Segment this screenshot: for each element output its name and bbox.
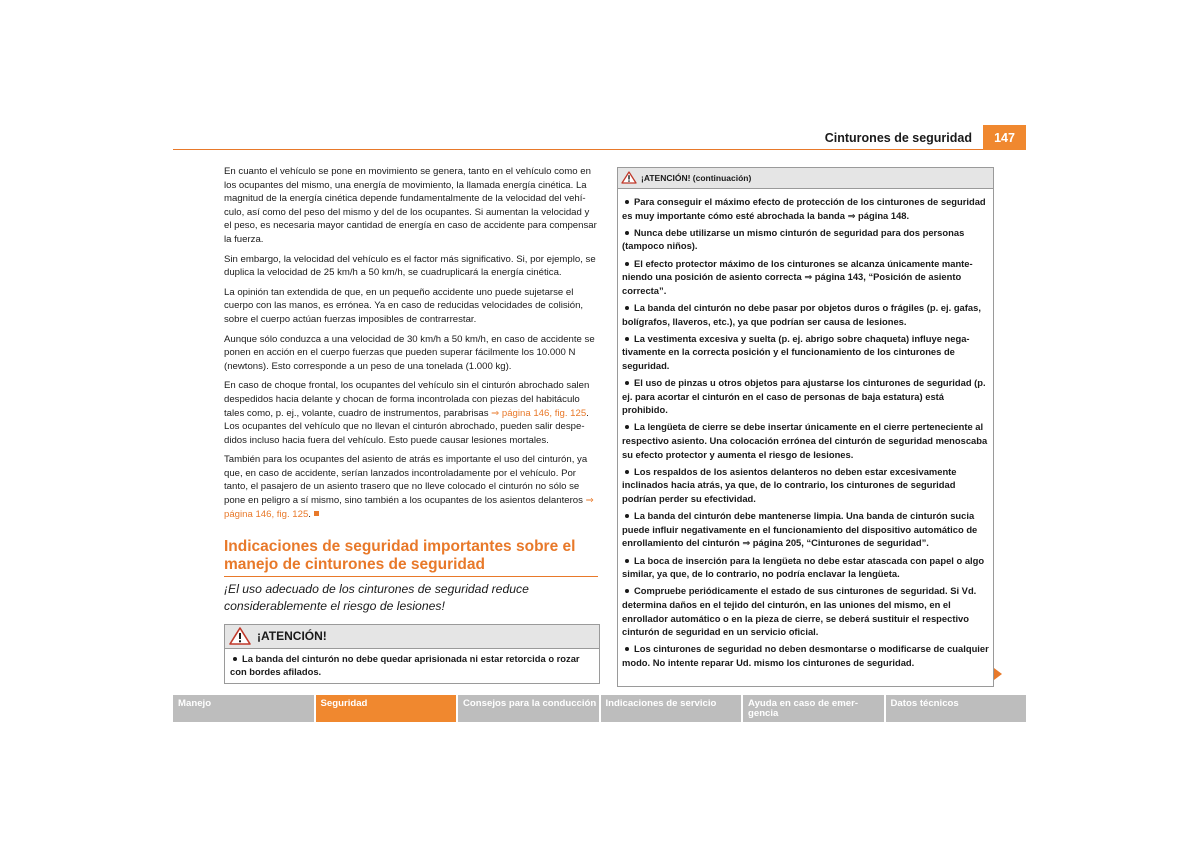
bullet-icon [625,337,629,341]
list-item: Nunca debe utilizarse un mismo cinturón de seguridad para dos personas (tampoco niños). [622,226,965,252]
paragraph: La opinión tan extendida de que, en un pequeño accidente uno puede sujetarse el cuerpo con las manos, es errónea. Ya en caso de reducidas velocidades de colisión, sobre el cuerpo actúan fuerzas imposibles de contrarrestar. [224,286,584,325]
bullet-icon [625,231,629,235]
warning-continued-box [617,167,994,687]
bullet-icon [625,306,629,310]
bullet-icon [625,470,629,474]
bullet-icon [625,589,629,593]
end-of-section-icon [314,511,319,516]
list-item: La lengüeta de cierre se debe insertar únicamente en el cierre perteneciente al respectivo asiento. Una colocación errónea del cinturón de seguridad menoscaba su efecto protector y aumenta el riesgo de lesiones. [622,421,988,460]
list-item: La vestimenta excesiva y suelta (p. ej. abrigo sobre chaqueta) influye negativamente en la correcta posición y el funcionamiento de los cinturones de seguridad. [622,332,970,371]
list-item: Los cinturones de seguridad no deben desmontarse o modificarse de cualquier modo. No intente reparar Ud. mismo los cinturones de seguridad. [622,643,989,668]
paragraph: Sin embargo, la velocidad del vehículo es el factor más significativo. Si, por ejemplo, se duplica la velocidad de 25 km/h a 50 km/h, se cuadruplicará la energía cinética. [224,253,596,279]
bullet-icon [233,657,237,661]
paragraph [224,453,599,521]
bullet-icon [625,425,629,429]
list-item: La boca de inserción para la lengüeta no debe estar atascada con papel o algo similar, ya que, de lo contrario, no podría enclavar la lengüeta. [622,554,985,580]
nav-tab-ayuda[interactable]: Ayuda en caso de emergencia [743,695,884,722]
header-rule [173,149,983,150]
bullet-icon [625,200,629,204]
nav-tab-consejos[interactable]: Consejos para la conducción [458,695,599,722]
nav-tab-manejo[interactable]: Manejo [173,695,314,722]
warning-box [224,624,600,684]
paragraph-text: También para los ocupantes del asiento de atrás es importante el uso del cinturón, ya que, en caso de accidente, serían lanzados incontroladamente por el vehículo. Por tanto, el pasajero de un asiento trasero que no lleve colocado el cinturón no sólo se pone en peligro a sí mismo, sino también a los ocupantes de los asientos delanteros [224,454,588,507]
warning-box-header [225,625,599,649]
warning-triangle-icon [229,627,251,645]
page-reference-link[interactable]: ⇒ página 146, fig. 125 [224,495,594,520]
warning-triangle-icon [621,171,637,184]
bullet-icon [625,381,629,385]
warning-list [622,195,989,673]
paragraph: En cuanto el vehículo se pone en movimiento se genera, tanto en el vehículo como en los ocupantes del mismo, una energía de movimiento, la llamada energía cinética. La magnitud de la energía cinética depende fundamentalmente de la velocidad del vehículo, así como del peso del mismo y del de los ocupantes. Si aumentan la velocidad y el peso, es necesaria mayor cantidad de energía en caso de accidente para compensar la fuerza. [224,166,597,245]
paragraph-text: . [308,508,311,520]
bullet-icon [625,647,629,651]
nav-tab-indicaciones[interactable]: Indicaciones de servicio [601,695,742,722]
chapter-nav [173,695,1026,722]
section-title: Cinturones de seguridad [824,131,972,145]
section-heading: Indicaciones de seguridad importantes sobre el manejo de cinturones de seguridad [224,538,576,573]
list-item: La banda del cinturón no debe pasar por objetos duros o frágiles (p. ej. gafas, bolígrafos, llaveros, etc.), ya que podrían ser causa de lesiones. [622,301,981,327]
lead-text: ¡El uso adecuado de los cinturones de seguridad reduce considerablemente el riesgo de lesiones! [224,582,529,613]
nav-tab-seguridad[interactable]: Seguridad [316,695,457,722]
bullet-icon [625,262,629,266]
page-number: 147 [983,125,1026,150]
bullet-icon [625,559,629,563]
list-item: Para conseguir el máximo efecto de protección de los cinturones de seguridad es muy importante cómo esté abrochada la banda ⇒ página 148. [622,196,986,221]
warning-continued-title: ¡ATENCIÓN! (continuación) [641,173,752,183]
list-item: La banda del cinturón debe mantenerse limpia. Una banda de cinturón sucia puede influir negativamente en el funcionamiento del dispositivo automático de enrollamiento del cinturón ⇒ página 205, “Cinturones de seguridad”. [622,510,978,549]
warning-continued-header [618,168,993,189]
paragraph [224,379,599,447]
list-item: Los respaldos de los asientos delanteros no deben estar excesivamente inclinados hacia atrás, ya que, de lo contrario, los cinturones de seguridad podrían perder su efectividad. [622,465,957,505]
body-text-column [224,165,599,527]
paragraph: Aunque sólo conduzca a una velocidad de 30 km/h a 50 km/h, en caso de accidente se ponen en acción en el cuerpo fuerzas que pueden superar fácilmente los 10.000 N (newtons). Esto corresponde a un peso de una tonelada (1.000 kg). [224,333,595,372]
list-item: El efecto protector máximo de los cinturones se alcanza únicamente manteniendo una posición de asiento correcta ⇒ página 143, “Posición de asiento correcta”. [622,257,973,296]
paragraph-text: En caso de choque frontal, los ocupantes del vehículo sin el cinturón abrochado salen despedidos hacia delante y chocan de forma incontrolada con piezas del habitáculo tales como, p. ej., volante, cuadro de instrumentos, parabrisas [224,380,590,419]
bullet-icon [625,514,629,518]
warning-item: La banda del cinturón no debe quedar aprisionada ni estar retorcida o rozar con bordes afilados. [230,653,580,678]
list-item: El uso de pinzas u otros objetos para ajustarse los cinturones de seguridad (p. ej. para acortar el cinturón en el caso de personas de baja estatura) está prohibido. [622,377,986,416]
next-page-arrow-icon[interactable] [994,668,1002,680]
heading-rule [224,576,598,577]
paragraph-text: . Los ocupantes del vehículo que no llevan el cinturón abrochado, pueden salir despedidos incluso hacia fuera del vehículo. Esto puede causar lesiones mortales. [224,407,589,446]
page-reference-link[interactable]: ⇒ página 146, fig. 125 [491,407,587,419]
list-item: Compruebe periódicamente el estado de sus cinturones de seguridad. Si Vd. determina daños en el tejido del cinturón, en las uniones del mismo, en el enrollador automático o en la pieza de cierre, se deberá sustituir el respectivo cinturón de seguridad en un servicio oficial. [622,585,977,638]
warning-title: ¡ATENCIÓN! [257,629,327,643]
nav-tab-datos[interactable]: Datos técnicos [886,695,1027,722]
